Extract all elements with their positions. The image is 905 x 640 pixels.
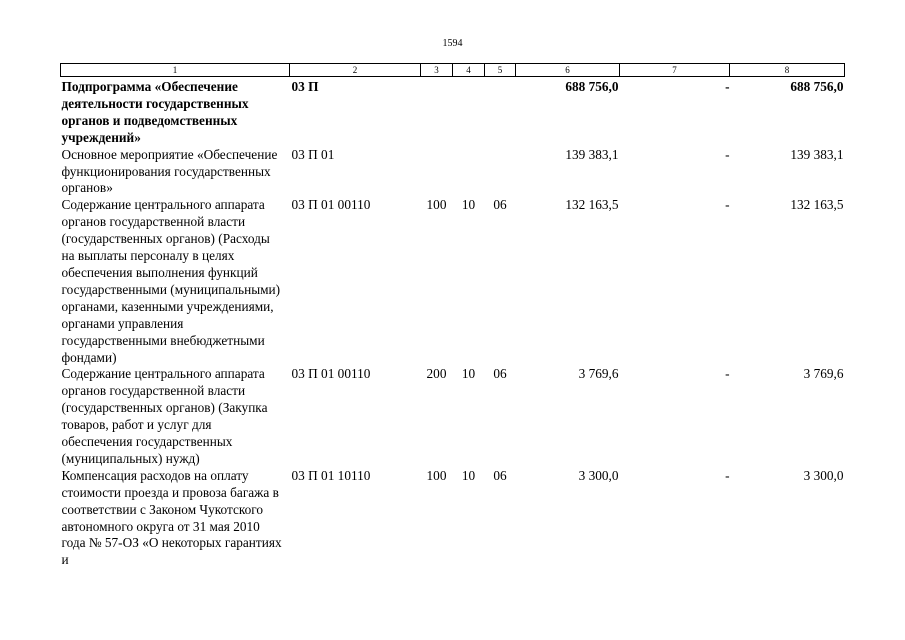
row-col-6: 3 300,0 [578,467,619,483]
row-col-3: 200 [426,366,447,382]
row-col-8: 3 769,6 [803,366,844,382]
row-col-3: 100 [426,467,447,483]
page-number: 1594 [442,38,463,49]
row-col-7: - [725,79,730,94]
table-row [61,147,845,198]
row-col-7: - [725,146,730,162]
table-row [61,77,845,147]
row-col-7: - [725,197,730,213]
row-col-5: 06 [493,366,507,382]
header-col-2: 2 [290,64,421,77]
row-col-7: - [725,366,730,382]
row-name: Содержание центрального аппарата органов государственной власти (государственных органов) (Расходы на выплаты персоналу в целях обеспечения выполнения функций государственными (муниципальными) органами, казенными учреждениями, органами управления государственными внебюджетными фондами) [61,197,281,365]
row-name: Основное мероприятие «Обеспечение функционирования государственных органов» [61,146,278,196]
row-col-3 [421,77,453,147]
table-row [61,468,845,569]
header-col-6: 6 [516,64,620,77]
table-row [61,366,845,467]
row-col-8: 688 756,0 [790,79,844,94]
row-col-4: 10 [461,366,476,382]
row-col-8: 3 300,0 [803,467,844,483]
header-row [61,64,845,77]
header-col-7: 7 [620,64,730,77]
row-col-5: 06 [493,467,507,483]
row-col-6: 132 163,5 [565,197,619,213]
row-col-4 [453,77,485,147]
row-col-3 [421,147,453,198]
row-col-8: 139 383,1 [790,146,844,162]
row-code: 03 П 01 00110 [291,366,371,382]
header-col-1: 1 [61,64,290,77]
header-col-4: 4 [453,64,485,77]
row-col-6: 688 756,0 [565,79,619,94]
header-col-5: 5 [485,64,516,77]
table-row [61,197,845,366]
header-col-8: 8 [730,64,845,77]
row-code: 03 П 01 [291,146,335,162]
row-col-7: - [725,467,730,483]
row-col-6: 139 383,1 [565,146,619,162]
row-col-5 [485,147,516,198]
table-header [61,64,845,77]
row-name: Компенсация расходов на оплату стоимости проезда и провоза багажа в соответствии с Законом Чукотского автономного округа от 31 мая 2010 года № 57-ОЗ «О некоторых гарантиях и [61,467,282,568]
row-col-5: 06 [493,197,507,213]
row-col-4: 10 [461,197,476,213]
row-code: 03 П [291,79,319,94]
row-col-4: 10 [461,467,476,483]
row-col-8: 132 163,5 [790,197,844,213]
row-name: Подпрограмма «Обеспечение деятельности государственных органов и подведомственных учреждений» [61,79,249,145]
budget-table [60,63,845,569]
row-col-3: 100 [426,197,447,213]
row-name: Содержание центрального аппарата органов государственной власти (государственных органов) (Закупка товаров, работ и услуг для обеспечения государственных (муниципальных) нужд) [61,366,268,466]
row-col-6: 3 769,6 [578,366,619,382]
row-col-5 [485,77,516,147]
table-body [61,77,845,570]
row-code: 03 П 01 10110 [291,467,371,483]
row-code: 03 П 01 00110 [291,197,371,213]
header-col-3: 3 [421,64,453,77]
row-col-4 [453,147,485,198]
